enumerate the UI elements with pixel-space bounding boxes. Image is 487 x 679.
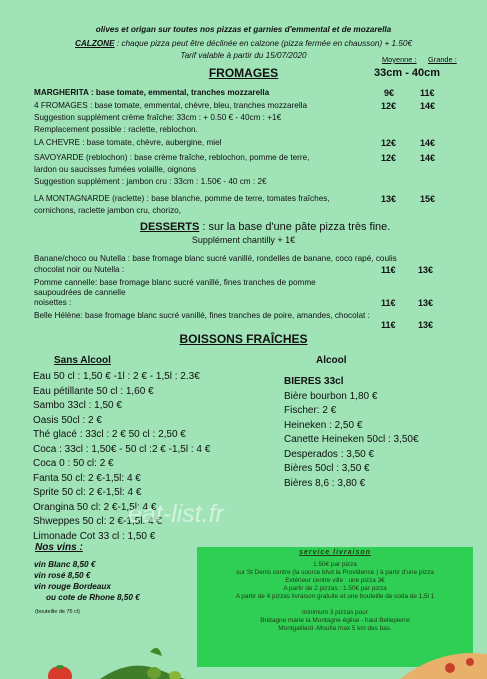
boissons-title: BOISSONS FRAÎCHES — [179, 332, 308, 346]
drink-item: Bière bourbon 1,80 € — [284, 390, 378, 402]
calzone-line — [0, 39, 487, 48]
drink-item: Thé glacé : 33cl : 2 € 50 cl : 2,50 € — [33, 429, 186, 440]
desserts-subtitle: : sur la base d'une pâte pizza très fine. — [199, 221, 391, 233]
drink-item: Limonade Cot 33 cl : 1,50 € — [33, 530, 156, 542]
food-decoration-icon — [0, 640, 487, 679]
savoyarde-line-2: lardon ou saucisses fumées volaille, oignons — [34, 165, 197, 174]
drink-item: Sprite 50 cl: 2 €-1,5l: 4 € — [33, 487, 142, 498]
dessert-line: noisettes : — [34, 298, 72, 307]
price-medium: 9€ — [384, 88, 395, 98]
price-large: 13€ — [418, 265, 434, 275]
livraison-line: sur St Denis centre (la source blvd la Providence ) à partir d'une pizza — [236, 569, 434, 576]
livraison-line: Extérieur centre ville : une pizza 3€ — [285, 577, 385, 584]
pizza-la-montagnarde: LA MONTAGNARDE (raclette) : base blanche, pomme de terre, tomates fraîches, — [34, 194, 330, 203]
drink-item: Oasis 50cl : 2 € — [33, 414, 102, 426]
calzone-label: CALZONE — [74, 39, 115, 48]
drink-item: Heineken : 2,50 € — [284, 419, 363, 431]
savoyarde-suggestion: Suggestion supplément : jambon cru : 33cm : 1.50€ - 40 cm : 2€ — [34, 177, 267, 186]
wine-item: vin Blanc 8,50 € — [34, 560, 96, 569]
livraison-title: service livraison — [299, 549, 371, 556]
price-large: 13€ — [418, 298, 434, 308]
fromages-title: FROMAGES — [208, 66, 279, 80]
livraison-line: A partir de 4 pizzas livraison gratuite et une bouteille de soda de 1,5l 1 — [235, 593, 435, 600]
desserts-title: DESSERTS — [140, 221, 200, 233]
price-large: 11€ — [420, 88, 435, 98]
calzone-text: : chaque pizza peut être déclinée en calzone (pizza fermée en chausson) + 1.50€ — [114, 39, 413, 48]
drink-item: Coca 0 : 50 cl: 2 € — [33, 458, 114, 469]
montagnarde-line-2: cornichons, raclette jambon cru, chorizo, — [34, 206, 181, 215]
price-large: 14€ — [420, 101, 436, 111]
pizza-la-chevre: LA CHEVRE : base tomate, chèvre, aubergine, miel — [34, 138, 222, 147]
drink-item: Fischer: 2 € — [284, 405, 337, 416]
dessert-line: chocolat noir ou Nutella : — [34, 265, 125, 274]
livraison-line: A partir de 2 pizzas : 1.50€ par pizza — [283, 585, 387, 592]
vins-list — [34, 560, 140, 604]
drink-item: Shweppes 50 cl: 2 €-1,5l: 4 € — [33, 516, 162, 527]
watermark: eat-list.fr — [128, 500, 224, 528]
price-large: 15€ — [420, 194, 436, 204]
wine-item: vin rouge Bordeaux — [34, 582, 111, 591]
price-medium: 11€ — [381, 320, 396, 330]
dessert-banane-choco: Banane/choco ou Nutella : base fromage blanc sucré vanillé, rondelles de banane, coco rapé, coulis — [34, 254, 397, 263]
size-medium-label: Moyenne : — [382, 55, 417, 64]
alcool-title: Alcool — [316, 355, 347, 366]
pizza-savoyarde: SAVOYARDE (reblochon) : base crème fraîche, reblochon, pomme de terre, — [34, 153, 310, 162]
supplement-line: Suggestion supplément crème fraîche: 33cm : + 0.50 € - 40cm : +1€ — [34, 113, 282, 122]
pizza-4-fromages: 4 FROMAGES : base tomate, emmental, chèvre, bleu, tranches mozzarella — [34, 101, 308, 110]
price-medium: 11€ — [381, 265, 396, 275]
remplacement-line: Remplacement possible : raclette, reblochon. — [34, 125, 198, 134]
dessert-line: saupoudrées de cannelle — [34, 288, 126, 297]
price-medium: 11€ — [381, 298, 396, 308]
header-line-1: olives et origan sur toutes nos pizzas et garnies d'emmental et de mozarella — [95, 25, 392, 34]
dessert-belle-helene: Belle Hélène: base fromage blanc sucré vanillé, fines tranches de poire, amandes, chocolat : — [34, 311, 370, 320]
drink-item: Sambo 33cl : 1,50 € — [33, 400, 122, 411]
livraison-line: minimum 3 pizzas pour — [302, 609, 368, 616]
size-values: 33cm - 40cm — [374, 67, 441, 79]
price-large: 14€ — [420, 153, 436, 163]
drink-item: Eau pétillante 50 cl : 1,60 € — [33, 385, 154, 397]
drink-item: Bières 8,6 : 3,80 € — [284, 477, 366, 489]
price-large: 14€ — [420, 138, 436, 148]
tarif-line: Tarif valable à partir du 15/07/2020 — [180, 51, 307, 60]
livraison-line: 1.50€ par pizza — [313, 561, 357, 568]
price-medium: 12€ — [381, 138, 397, 148]
wine-item: vin rosé 8,50 € — [34, 571, 91, 580]
price-large: 13€ — [418, 320, 434, 330]
price-medium: 12€ — [381, 153, 397, 163]
price-medium: 13€ — [381, 194, 397, 204]
drink-item: Desperados : 3,50 € — [284, 448, 375, 460]
drink-item: Coca : 33cl : 1,50€ - 50 cl :2 € -1,5l : 4 € — [33, 443, 211, 455]
vins-note: (bouteille de 75 cl) — [35, 609, 80, 615]
pizza-margherita: MARGHERITA : base tomate, emmental, tranches mozzarella — [34, 88, 270, 97]
drink-item: BIERES 33cl — [284, 376, 344, 387]
drink-item: Canette Heineken 50cl : 3,50€ — [284, 434, 419, 445]
alcool-list — [284, 376, 474, 492]
desserts-heading — [140, 221, 390, 233]
drink-item: Fanta 50 cl: 2 €-1,5l: 4 € — [33, 472, 141, 484]
size-large-label: Grande : — [428, 55, 457, 64]
vins-title: Nos vins : — [35, 542, 83, 553]
livraison-line: Montgaillard -Moufia max 5 km des bas. — [278, 625, 392, 632]
drink-item: Eau 50 cl : 1,50 € -1l : 2 € - 1,5l : 2.3€ — [33, 371, 200, 382]
desserts-supplement: Supplément chantilly + 1€ — [191, 235, 296, 245]
drink-item: Orangina 50 cl: 2 €-1,5l: 4 € — [33, 501, 157, 513]
wine-item: ou cote de Rhone 8,50 € — [46, 593, 140, 602]
dessert-pomme-cannelle: Pomme cannelle: base fromage blanc sucré vanillé, fines tranches de pomme — [34, 278, 316, 287]
livraison-line: Bretagne marie la Montagne église - haut Bellepierre — [260, 617, 410, 624]
drink-item: Bières 50cl : 3,50 € — [284, 463, 370, 474]
sans-alcool-title: Sans Alcool — [54, 355, 111, 366]
price-medium: 12€ — [381, 101, 397, 111]
